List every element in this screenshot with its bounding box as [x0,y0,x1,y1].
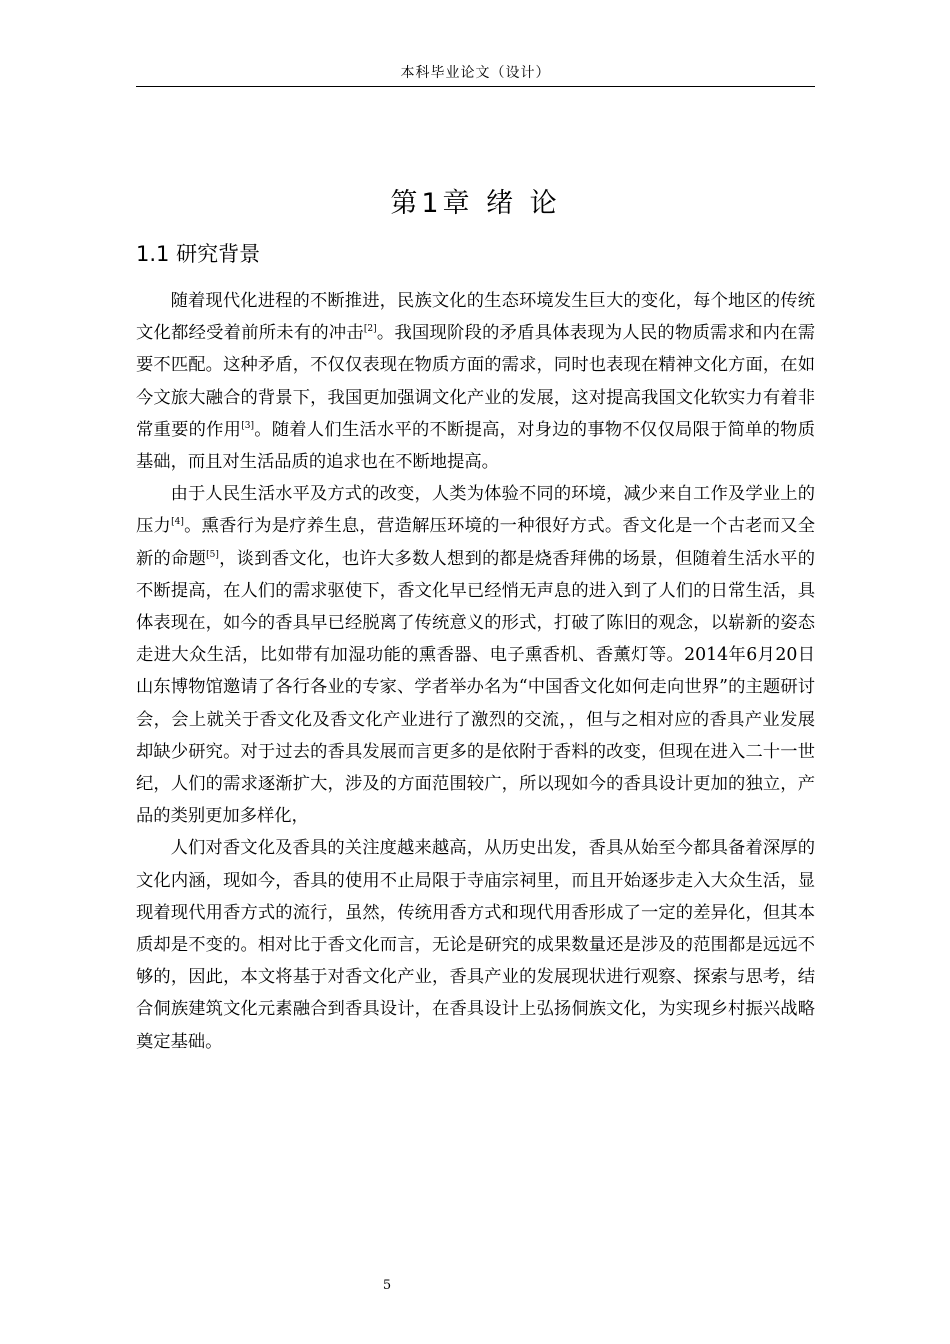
header-rule [136,86,815,87]
citation-ref: [4] [171,517,184,528]
chapter-title: 第1章 绪 论 [390,188,561,219]
citation-ref: [2] [363,324,377,335]
text-run: 。随着人们生活水平的不断提高，对身边的事物不仅仅局限于简单的物质基础，而且对生活品质的追求也在不断地提高。 [136,419,815,473]
text-run: 人们对香文化及香具的关注度越来越高，从历史出发，香具从始至今都具备着深厚的文化内涵，现如今，香具的使用不止局限于寺庙宗祠里，而且开始逐步走入大众生活，显现着现代用香方式的流行，虽然，传统用香方式和现代用香形成了一定的差异化，但其本质却是不变的。相对比于香文化而言，无论是研究的成果数量还是涉及的范围都是远远不够的，因此，本文将基于对香文化产业，香具产业的发展现状进行观察、探索与思考，结合侗族建筑文化元素融合到香具设计，在香具设计上弘扬侗族文化，为实现乡村振兴战略奠定基础。 [136,838,815,1052]
paragraph [136,478,815,832]
text-run: 随着现代化进程的不断推进，民族文化的生态环境发生巨大的变化，每个地区的传统文化都经受着前所未有的冲击 [136,291,815,344]
text-run: 由于人民生活水平及方式的改变，人类为体验不同的环境，减少来自工作及学业上的压力 [136,484,815,537]
text-run: 。我国现阶段的矛盾具体表现为人民的物质需求和内在需要不匹配。这种矛盾，不仅仅表现在物质方面的需求，同时也表现在精神文化方面，在如今文旅大融合的背景下，我国更加强调文化产业的发展，这对提高我国文化软实力有着非常重要的作用 [136,323,815,440]
text-run: ，谈到香文化，也许大多数人想到的都是烧香拜佛的场景，但随着生活水平的不断提高，在人们的需求驱使下，香文化早已经悄无声息的进入到了人们的日常生活，具体表现在，如今的香具早已经脱离了传统意义的形式，打破了陈旧的观念，以崭新的姿态走进大众生活，比如带有加湿功能的熏香器、电子熏香机、香薰灯等。2014年6月20日山东博物馆邀请了各行各业的专家、学者举办名为“中国香文化如何走向世界”的主题研讨会，会上就关于香文化及香文化产业进行了激烈的交流，，但与之相对应的香具产业发展却缺少研究。对于过去的香具发展而言更多的是依附于香料的改变，但现在进入二十一世纪，人们的需求逐渐扩大，涉及的方面范围较广，所以现如今的香具设计更加的独立，产品的类别更加多样化， [136,548,815,827]
running-header: 本科毕业论文（设计） [400,65,551,81]
citation-ref: [5] [206,549,219,560]
page-number: 5 [382,1278,392,1293]
paragraph [136,832,815,1057]
text-run: 。熏香行为是疗养生息，营造解压环境的一种很好方式。香文化是一个古老而又全新的命题 [136,516,815,569]
citation-ref: [3] [241,420,254,431]
paragraph [136,285,815,478]
body-text [136,285,815,1058]
section-heading: 1.1 研究背景 [136,242,261,266]
